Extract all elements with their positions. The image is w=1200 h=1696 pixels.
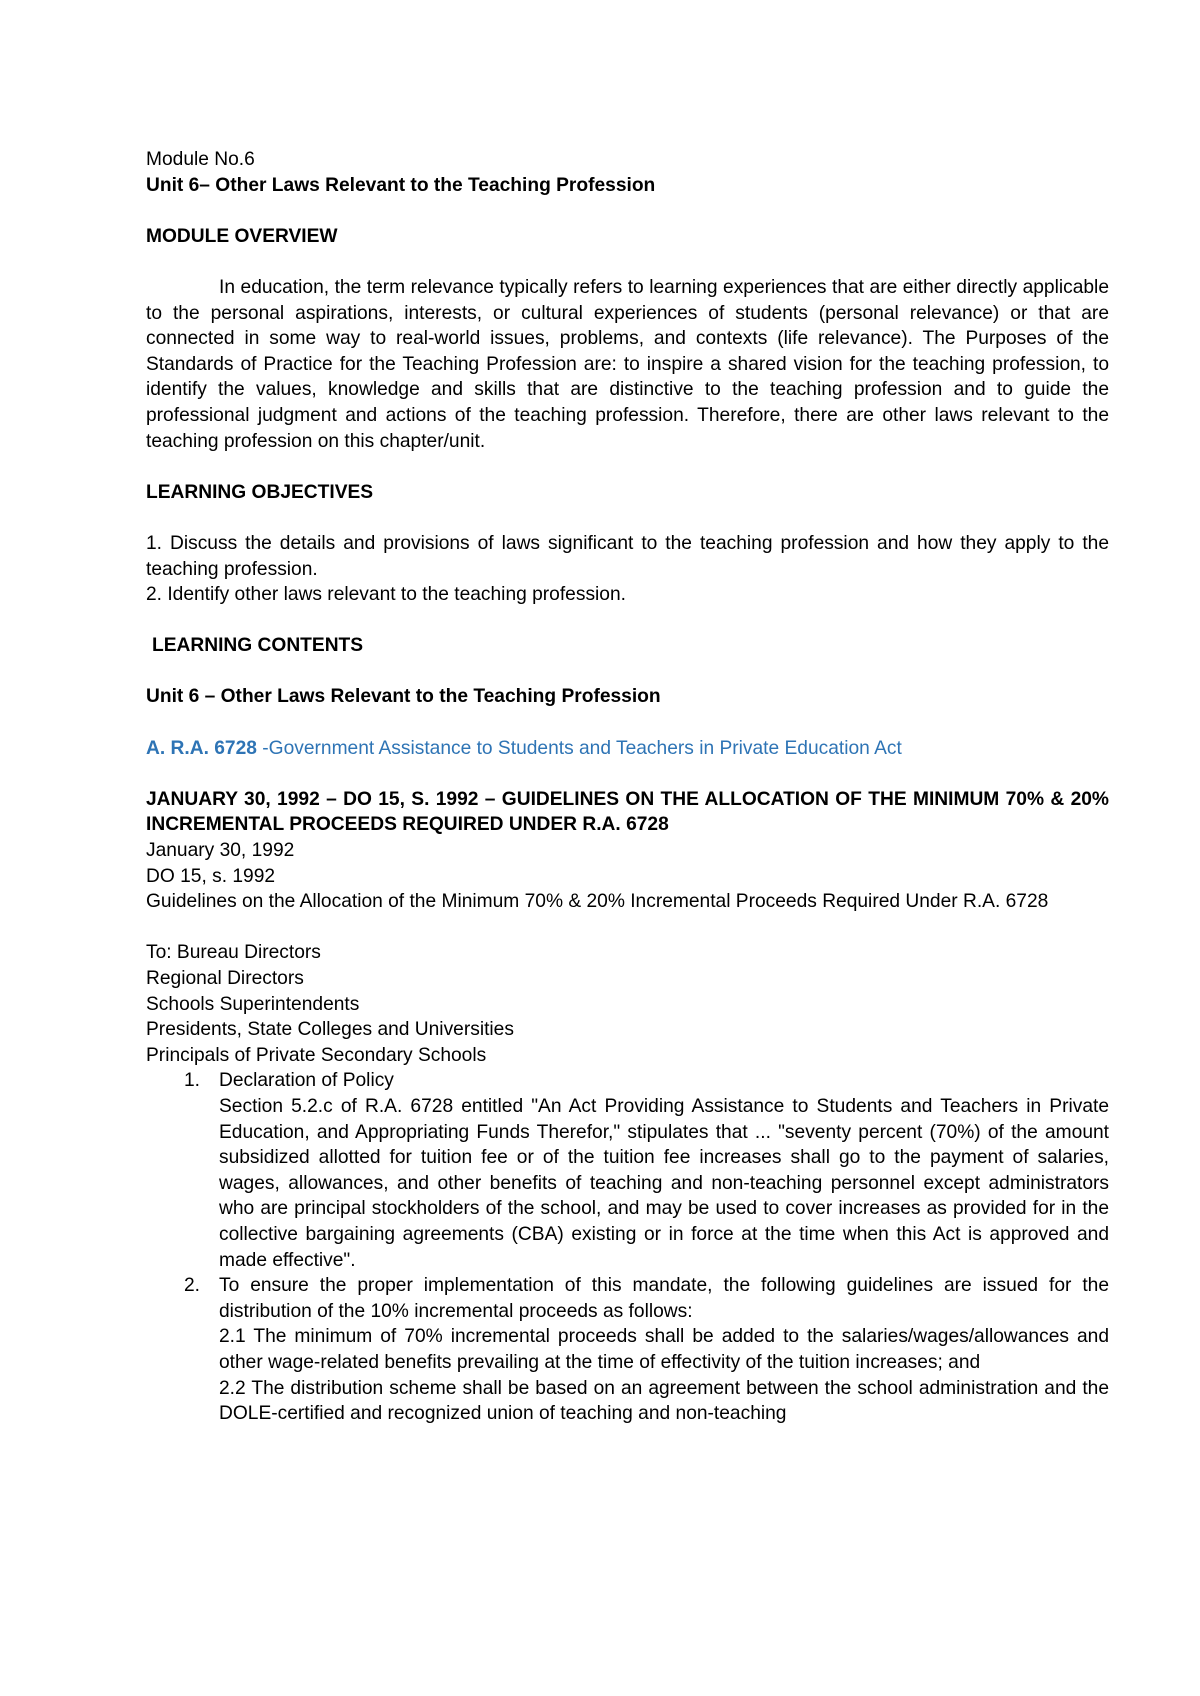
overview-paragraph: In education, the term relevance typically refers to learning experiences that are either directly applicable to the personal aspirations, interests, or cultural experiences of students (personal relevance) or that are connected in some way to real-world issues, problems, and contexts (life relevance). The Purposes of the Standards of Practice for the Teaching Profession are: to inspire a shared vision for the teaching profession, to identify the values, knowledge and skills that are distinctive to the teaching profession and to guide the professional judgment and actions of the teaching profession. Therefore, there are other laws relevant to the teaching profession on this chapter/unit. — [146, 276, 1109, 452]
recipient-2: Regional Directors — [146, 968, 304, 989]
list-item-2-sub-1: 2.1 The minimum of 70% incremental proceeds shall be added to the salaries/wages/allowances and other wage-related benefits prevailing at the time of effectivity of the tuition increases; and — [219, 1326, 1109, 1373]
recipient-5: Principals of Private Secondary Schools — [146, 1044, 487, 1066]
department-order-number: DO 15, s. 1992 — [146, 865, 276, 887]
department-order-title: Guidelines on the Allocation of the Minimum 70% & 20% Incremental Proceeds Required Under R.A. 6728 — [146, 891, 1049, 913]
module-number: Module No.6 — [146, 149, 255, 170]
recipient-1: To: Bureau Directors — [146, 942, 321, 964]
recipient-4: Presidents, State Colleges and Universities — [146, 1019, 514, 1041]
section-a-label: A. R.A. 6728 — [146, 737, 257, 759]
department-order-date: January 30, 1992 — [146, 840, 295, 862]
list-item-1-title: Declaration of Policy — [219, 1070, 394, 1092]
list-item-2-sub-2: 2.2 The distribution scheme shall be based on an agreement between the school administration and the DOLE-certified and recognized union of teaching and non-teaching — [219, 1377, 1109, 1425]
document-page — [146, 147, 1109, 1427]
list-number-1: 1. — [184, 1070, 201, 1092]
recipient-3: Schools Superintendents — [146, 993, 360, 1015]
unit-heading: Unit 6 – Other Laws Relevant to the Teaching Profession — [146, 686, 661, 708]
contents-heading: LEARNING CONTENTS — [152, 635, 364, 657]
list-item-1 — [146, 1068, 1109, 1273]
list-number-2: 2. — [184, 1275, 201, 1297]
department-order-heading: JANUARY 30, 1992 – DO 15, S. 1992 – GUIDELINES ON THE ALLOCATION OF THE MINIMUM 70% & 20% INCREMENTAL PROCEEDS REQUIRED UNDER R.A. 6728 — [146, 788, 1109, 836]
unit-title: Unit 6– Other Laws Relevant to the Teaching Profession — [146, 174, 656, 196]
overview-heading: MODULE OVERVIEW — [146, 225, 338, 247]
list-item-2 — [146, 1273, 1109, 1427]
objective-item-2: 2. Identify other laws relevant to the teaching profession. — [146, 584, 626, 606]
list-item-1-body: Section 5.2.c of R.A. 6728 entitled "An Act Providing Assistance to Students and Teachers in Private Education, and Appropriating Funds Therefor," stipulates that ... "seventy percent (70%) of the amount subsidized allotted for tuition fee or of the tuition fee increases shall go to the payment of salaries, wages, allowances, and other benefits of teaching and non-teaching personnel except administrators who are principal stockholders of the school, and may be used to cover increases as provided for in the collective bargaining agreements (CBA) existing or in force at the time when this Act is approved and made effective". — [219, 1095, 1109, 1271]
section-a-title: -Government Assistance to Students and Teachers in Private Education Act — [256, 737, 902, 759]
objectives-heading: LEARNING OBJECTIVES — [146, 481, 374, 503]
list-item-2-title: To ensure the proper implementation of this mandate, the following guidelines are issued for the distribution of the 10% incremental proceeds as follows: — [219, 1275, 1109, 1322]
numbered-list — [146, 1068, 1109, 1426]
section-a-heading — [146, 736, 1109, 762]
objective-item-1: 1. Discuss the details and provisions of laws significant to the teaching profession and how they apply to the teaching profession. — [146, 532, 1109, 580]
